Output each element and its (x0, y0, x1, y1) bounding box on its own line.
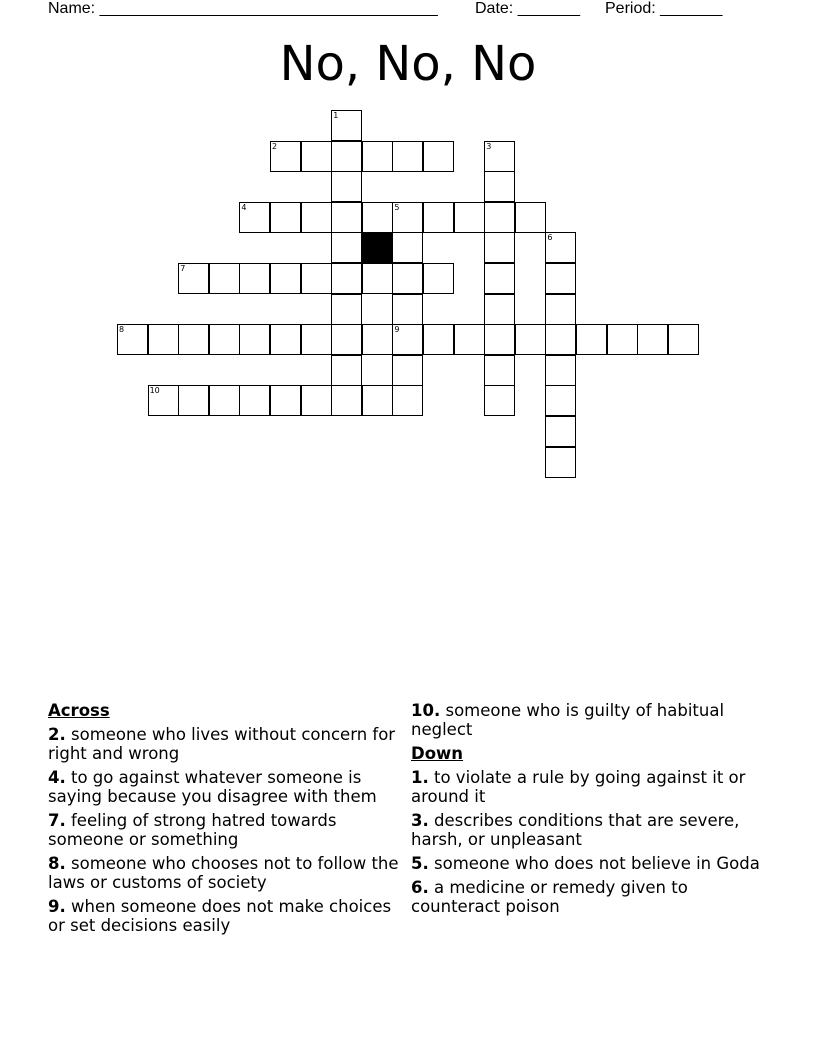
grid-cell[interactable] (484, 202, 515, 233)
grid-cell[interactable] (331, 263, 362, 294)
grid-cell[interactable] (209, 385, 240, 416)
grid-cell[interactable] (331, 324, 362, 355)
grid-cell[interactable] (423, 324, 454, 355)
down-clue-1 (411, 768, 771, 806)
grid-cell[interactable] (484, 171, 515, 202)
across-clue-9 (48, 897, 408, 935)
grid-cell[interactable] (392, 385, 423, 416)
grid-cell[interactable] (362, 263, 393, 294)
grid-cell[interactable] (239, 324, 270, 355)
clue-text: to violate a rule by going against it or around it (411, 768, 746, 806)
grid-cell[interactable] (270, 385, 301, 416)
grid-cell[interactable] (239, 202, 270, 233)
clue-number-label: 10 (149, 386, 160, 396)
grid-cell[interactable] (209, 324, 240, 355)
down-heading: Down (411, 744, 464, 763)
across-clue-2 (48, 725, 408, 763)
clue-number-label: 2 (272, 141, 278, 151)
grid-cell[interactable] (209, 263, 240, 294)
grid-cell[interactable] (331, 110, 362, 141)
down-clue-3 (411, 811, 771, 849)
date-field[interactable]: Date: _______ (475, 0, 580, 17)
grid-cell[interactable] (545, 447, 576, 478)
crossword-grid (0, 0, 816, 500)
clue-number: 6. (411, 878, 429, 897)
grid-cell[interactable] (423, 202, 454, 233)
grid-cell[interactable] (576, 324, 607, 355)
grid-cell[interactable] (301, 385, 332, 416)
grid-cell[interactable] (545, 385, 576, 416)
grid-cell[interactable] (270, 141, 301, 172)
grid-cell[interactable] (423, 141, 454, 172)
clue-number: 4. (48, 768, 66, 787)
grid-cell[interactable] (545, 232, 576, 263)
grid-cell[interactable] (331, 202, 362, 233)
grid-cell[interactable] (484, 355, 515, 386)
grid-cell[interactable] (545, 294, 576, 325)
grid-cell[interactable] (484, 263, 515, 294)
grid-cell[interactable] (392, 263, 423, 294)
clue-text: feeling of strong hatred towards someone or something (48, 811, 337, 849)
clue-number-label: 9 (394, 325, 400, 335)
clue-column-left (48, 701, 408, 940)
clue-number: 5. (411, 854, 429, 873)
grid-cell[interactable] (178, 263, 209, 294)
across-heading: Across (48, 701, 110, 720)
grid-cell[interactable] (239, 263, 270, 294)
grid-cell[interactable] (392, 294, 423, 325)
clue-number: 1. (411, 768, 429, 787)
clue-text: someone who is guilty of habitual neglect (411, 701, 725, 739)
clue-number-label: 5 (394, 202, 400, 212)
grid-cell[interactable] (515, 324, 546, 355)
clue-number: 2. (48, 725, 66, 744)
grid-cell[interactable] (301, 141, 332, 172)
grid-cell[interactable] (392, 355, 423, 386)
clue-number-label: 6 (547, 233, 553, 243)
clue-text: a medicine or remedy given to counteract poison (411, 878, 688, 916)
clue-column-right (411, 701, 771, 921)
period-field[interactable]: Period: _______ (605, 0, 723, 17)
clue-number-label: 4 (241, 202, 247, 212)
clue-number: 8. (48, 854, 66, 873)
grid-cell[interactable] (484, 385, 515, 416)
grid-cell[interactable] (331, 171, 362, 202)
down-clue-6 (411, 878, 771, 916)
grid-cell[interactable] (178, 385, 209, 416)
down-clue-5 (411, 854, 771, 873)
grid-cell[interactable] (545, 263, 576, 294)
grid-cell[interactable] (148, 385, 179, 416)
across-clue-4 (48, 768, 408, 806)
clue-text: to go against whatever someone is saying because you disagree with them (48, 768, 377, 806)
grid-cell[interactable] (148, 324, 179, 355)
across-clue-10 (411, 701, 771, 739)
clue-text: someone who lives without concern for right and wrong (48, 725, 396, 763)
grid-cell[interactable] (270, 324, 301, 355)
grid-cell[interactable] (362, 385, 393, 416)
puzzle-title: No, No, No (279, 36, 537, 92)
grid-cell[interactable] (484, 294, 515, 325)
grid-cell[interactable] (331, 355, 362, 386)
grid-cell[interactable] (392, 141, 423, 172)
grid-cell[interactable] (607, 324, 638, 355)
grid-cell[interactable] (545, 324, 576, 355)
grid-cell[interactable] (331, 294, 362, 325)
grid-cell[interactable] (362, 141, 393, 172)
grid-cell[interactable] (545, 355, 576, 386)
grid-cell[interactable] (637, 324, 668, 355)
grid-cell[interactable] (392, 324, 423, 355)
grid-cell[interactable] (484, 324, 515, 355)
clue-text: describes conditions that are severe, harsh, or unpleasant (411, 811, 740, 849)
grid-cell[interactable] (392, 202, 423, 233)
name-field[interactable]: Name: ______________________________________ (48, 0, 438, 17)
grid-cell[interactable] (362, 202, 393, 233)
grid-cell[interactable] (331, 385, 362, 416)
clue-text: someone who chooses not to follow the laws or customs of society (48, 854, 399, 892)
across-clue-8 (48, 854, 408, 892)
grid-cell[interactable] (484, 141, 515, 172)
grid-cell[interactable] (484, 232, 515, 263)
across-clue-7 (48, 811, 408, 849)
grid-cell[interactable] (178, 324, 209, 355)
grid-cell[interactable] (301, 263, 332, 294)
clue-number-label: 3 (486, 141, 492, 151)
grid-cell[interactable] (331, 141, 362, 172)
clue-number-label: 8 (119, 325, 125, 335)
grid-cell[interactable] (117, 324, 148, 355)
grid-cell[interactable] (301, 324, 332, 355)
grid-cell[interactable] (454, 202, 485, 233)
grid-cell[interactable] (239, 385, 270, 416)
grid-cell[interactable] (270, 202, 301, 233)
clue-number: 7. (48, 811, 66, 830)
black-cell (362, 232, 393, 263)
grid-cell[interactable] (270, 263, 301, 294)
clue-text: someone who does not believe in Goda (434, 854, 760, 873)
grid-cell[interactable] (423, 263, 454, 294)
clue-number: 10. (411, 701, 441, 720)
grid-cell[interactable] (515, 202, 546, 233)
clue-number-label: 1 (333, 111, 339, 120)
grid-cell[interactable] (301, 202, 332, 233)
grid-cell[interactable] (392, 232, 423, 263)
grid-cell[interactable] (454, 324, 485, 355)
clue-number: 3. (411, 811, 429, 830)
grid-cell[interactable] (545, 416, 576, 447)
clue-number: 9. (48, 897, 66, 916)
clue-text: when someone does not make choices or set decisions easily (48, 897, 392, 935)
grid-cell[interactable] (362, 324, 393, 355)
clue-number-label: 7 (180, 264, 186, 273)
grid-cell[interactable] (331, 232, 362, 263)
grid-cell[interactable] (668, 324, 699, 355)
